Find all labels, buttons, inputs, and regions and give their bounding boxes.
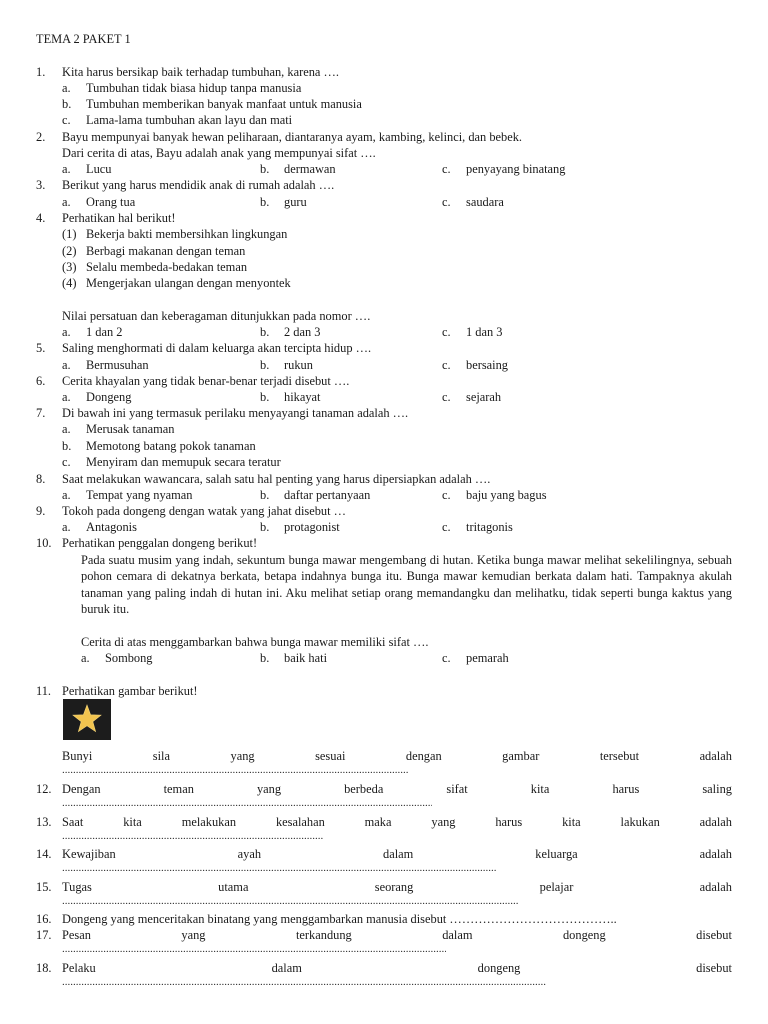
option-item: [442, 324, 502, 340]
option-letter: b.: [62, 439, 72, 453]
question-number: 1.: [36, 65, 46, 79]
story-paragraph: Pada suatu musim yang indah, sekuntum bunga mawar mengembang di hutan. Ketika bunga mawar melihat sekelilingnya, sebuah pohon cemara di dekatnya berkata, betapa indahnya bunga itu. Bunga mawar kemudian berkata dalam hati. Tampaknya akulah tanaman yang paling indah di hutan ini. Aku melihat setiap orang memandangku dan melihatku, tidak seperti bunga kaktus yang buruk itu.: [81, 553, 732, 616]
fill-in-words: [62, 846, 732, 862]
option-item: [62, 324, 122, 340]
word: Pesan: [62, 928, 91, 942]
option-text: bersaing: [466, 358, 508, 372]
option-text: Merusak tanaman: [86, 422, 175, 436]
word: harus: [495, 815, 523, 829]
option-letter: a.: [62, 195, 71, 209]
list-marker: (3): [62, 260, 77, 274]
option-item: [260, 194, 307, 210]
answer-blank[interactable]: [62, 830, 324, 842]
option-letter: a.: [62, 358, 71, 372]
star-icon: [63, 699, 111, 740]
word: maka: [364, 815, 392, 829]
option-letter: a.: [62, 422, 71, 436]
option-text: Bermusuhan: [86, 358, 149, 372]
option-text: Dongeng: [86, 390, 132, 404]
option-item: [442, 357, 508, 373]
option-text: Orang tua: [86, 195, 136, 209]
option-item: [62, 389, 131, 405]
word: dongeng: [477, 961, 521, 975]
option-letter: b.: [260, 520, 270, 534]
option-item: [62, 454, 281, 470]
option-text: Antagonis: [86, 520, 137, 534]
option-letter: b.: [260, 488, 270, 502]
word: utama: [218, 880, 249, 894]
option-letter: c.: [442, 520, 451, 534]
word: lakukan: [620, 815, 660, 829]
list-marker: (2): [62, 244, 77, 258]
word: Pelaku: [62, 961, 96, 975]
list-item: [62, 275, 291, 291]
word: seorang: [374, 880, 414, 894]
word: Tugas: [62, 880, 92, 894]
option-letter: c.: [62, 455, 71, 469]
word: dalam: [442, 928, 473, 942]
option-letter: b.: [260, 195, 270, 209]
question-text: Kita harus bersikap baik terhadap tumbuhan, karena ….: [62, 65, 339, 79]
list-text: Bekerja bakti membersihkan lingkungan: [86, 227, 288, 241]
option-item: [62, 161, 111, 177]
word: dengan: [405, 749, 442, 763]
fill-in-question: [62, 960, 732, 988]
option-item: [62, 438, 256, 454]
option-text: hikayat: [284, 390, 321, 404]
option-letter: c.: [442, 195, 451, 209]
option-letter: a.: [81, 651, 90, 665]
fill-in-question: [62, 927, 732, 955]
option-item: [442, 194, 504, 210]
word: berbeda: [344, 782, 384, 796]
question-text: Bayu mempunyai banyak hewan peliharaan, diantaranya ayam, kambing, kelinci, dan bebek.: [62, 130, 523, 144]
option-text: pemarah: [466, 651, 509, 665]
option-text: protagonist: [284, 520, 340, 534]
question-number: 13.: [36, 815, 52, 829]
word: dalam: [383, 847, 414, 861]
option-text: Menyiram dan memupuk secara teratur: [86, 455, 281, 469]
option-letter: c.: [442, 325, 451, 339]
option-text: Lama-lama tumbuhan akan layu dan mati: [86, 113, 293, 127]
word: Saat: [62, 815, 84, 829]
option-letter: a.: [62, 81, 71, 95]
word: tersebut: [599, 749, 640, 763]
option-item: [442, 487, 547, 503]
option-text: 1 dan 3: [466, 325, 503, 339]
word: kesalahan: [275, 815, 325, 829]
question-number: 4.: [36, 211, 46, 225]
word: dongeng: [562, 928, 606, 942]
option-text: guru: [284, 195, 307, 209]
fill-in-words: [62, 748, 732, 764]
option-text: rukun: [284, 358, 313, 372]
fill-in-question: [62, 846, 732, 874]
option-text: tritagonis: [466, 520, 513, 534]
word: kita: [562, 815, 581, 829]
question-number: 14.: [36, 847, 52, 861]
word: disebut: [696, 961, 732, 975]
option-item: [442, 161, 565, 177]
option-item: [62, 112, 292, 128]
option-item: [62, 96, 362, 112]
answer-blank[interactable]: [62, 976, 546, 988]
option-text: baik hati: [284, 651, 328, 665]
option-item: [260, 389, 320, 405]
fill-in-words: [62, 960, 732, 976]
question-text: Saling menghormati di dalam keluarga akan tercipta hidup ….: [62, 341, 372, 355]
word: gambar: [502, 749, 540, 763]
word: disebut: [696, 928, 732, 942]
word: sila: [152, 749, 171, 763]
word: pelajar: [539, 880, 574, 894]
word: ayah: [237, 847, 262, 861]
word: yang: [256, 782, 282, 796]
fill-in-words: [62, 879, 732, 895]
word: Dengan: [62, 782, 101, 796]
option-item: [62, 519, 137, 535]
list-marker: (4): [62, 276, 77, 290]
word: teman: [163, 782, 194, 796]
fill-in-words: [62, 781, 732, 797]
option-letter: c.: [442, 358, 451, 372]
question-text: Di bawah ini yang termasuk perilaku menyayangi tanaman adalah ….: [62, 406, 409, 420]
answer-blank[interactable]: [62, 862, 496, 874]
list-item: [62, 243, 245, 259]
option-text: Lucu: [86, 162, 112, 176]
question-number: 16.: [36, 912, 52, 926]
question-text: Perhatikan hal berikut!: [62, 211, 176, 225]
word: terkandung: [295, 928, 352, 942]
question-number: 7.: [36, 406, 46, 420]
option-letter: c.: [442, 651, 451, 665]
list-text: Selalu membeda-bedakan teman: [86, 260, 248, 274]
word: kita: [530, 782, 550, 796]
question-text: Tokoh pada dongeng dengan watak yang jahat disebut …: [62, 504, 347, 518]
question-number: 6.: [36, 374, 46, 388]
list-marker: (1): [62, 227, 77, 241]
option-text: dermawan: [284, 162, 336, 176]
question-text: Perhatikan gambar berikut!: [62, 684, 198, 698]
option-letter: c.: [442, 488, 451, 502]
option-text: daftar pertanyaan: [284, 488, 371, 502]
word: saling: [702, 782, 732, 796]
option-item: [62, 194, 135, 210]
word: Bunyi: [62, 749, 93, 763]
question-number: 15.: [36, 880, 52, 894]
question-number: 17.: [36, 928, 52, 942]
question-number: 8.: [36, 472, 46, 486]
question-prompt: Dari cerita di atas, Bayu adalah anak yang mempunyai sifat ….: [62, 146, 376, 160]
question-number: 9.: [36, 504, 46, 518]
option-item: [62, 357, 149, 373]
word: yang: [431, 815, 456, 829]
option-letter: b.: [260, 390, 270, 404]
option-item: [260, 324, 320, 340]
question-text: Saat melakukan wawancara, salah satu hal penting yang harus dipersiapkan adalah ….: [62, 472, 491, 486]
list-item: [62, 226, 287, 242]
word: adalah: [699, 880, 732, 894]
option-text: saudara: [466, 195, 504, 209]
option-letter: c.: [62, 113, 71, 127]
option-item: [260, 161, 336, 177]
option-letter: c.: [442, 390, 451, 404]
option-text: Memotong batang pokok tanaman: [86, 439, 256, 453]
question-number: 5.: [36, 341, 46, 355]
word: kita: [123, 815, 142, 829]
option-text: Tumbuhan tidak biasa hidup tanpa manusia: [86, 81, 302, 95]
question-number: 11.: [36, 684, 52, 698]
option-letter: a.: [62, 520, 71, 534]
option-item: [81, 650, 153, 666]
option-text: sejarah: [466, 390, 502, 404]
word: harus: [612, 782, 640, 796]
word: keluarga: [535, 847, 578, 861]
word: yang: [230, 749, 255, 763]
question-number: 10.: [36, 536, 52, 550]
question-text: Cerita khayalan yang tidak benar-benar terjadi disebut ….: [62, 374, 350, 388]
word: dalam: [271, 961, 302, 975]
word: melakukan: [181, 815, 237, 829]
fill-in-question: [62, 748, 732, 776]
option-letter: b.: [260, 162, 270, 176]
fill-in-question: [62, 814, 732, 842]
option-letter: a.: [62, 488, 71, 502]
fill-in-words: [62, 814, 732, 830]
question-text: Dongeng yang menceritakan binatang yang menggambarkan manusia disebut …………………………………..: [62, 912, 617, 926]
option-text: Sombong: [105, 651, 153, 665]
option-letter: b.: [260, 325, 270, 339]
list-item: [62, 259, 247, 275]
word: yang: [181, 928, 206, 942]
option-item: [260, 357, 313, 373]
word: sifat: [446, 782, 468, 796]
option-letter: a.: [62, 162, 71, 176]
fill-in-words: [62, 927, 732, 943]
fill-in-question: [62, 781, 732, 809]
answer-blank[interactable]: [62, 797, 432, 809]
star-image: [63, 699, 111, 740]
option-item: [260, 487, 370, 503]
question-number: 18.: [36, 961, 52, 975]
page-title: TEMA 2 PAKET 1: [36, 32, 131, 46]
option-item: [260, 650, 327, 666]
answer-blank[interactable]: [62, 895, 518, 907]
list-text: Berbagi makanan dengan teman: [86, 244, 246, 258]
option-item: [442, 650, 509, 666]
option-letter: b.: [260, 651, 270, 665]
option-item: [442, 519, 513, 535]
question-number: 12.: [36, 782, 52, 796]
option-text: Tempat yang nyaman: [86, 488, 193, 502]
question-prompt: Nilai persatuan dan keberagaman ditunjukkan pada nomor ….: [62, 309, 371, 323]
list-text: Mengerjakan ulangan dengan menyontek: [86, 276, 291, 290]
option-letter: a.: [62, 390, 71, 404]
word: Kewajiban: [62, 847, 116, 861]
option-letter: b.: [260, 358, 270, 372]
question-text: Berikut yang harus mendidik anak di rumah adalah ….: [62, 178, 335, 192]
option-item: [260, 519, 340, 535]
option-item: [62, 80, 301, 96]
question-number: 3.: [36, 178, 46, 192]
question-number: 2.: [36, 130, 46, 144]
answer-blank[interactable]: [62, 943, 446, 955]
option-text: Tumbuhan memberikan banyak manfaat untuk manusia: [86, 97, 362, 111]
option-text: baju yang bagus: [466, 488, 547, 502]
word: adalah: [699, 749, 732, 763]
option-item: [442, 389, 501, 405]
option-letter: c.: [442, 162, 451, 176]
option-letter: a.: [62, 325, 71, 339]
option-text: penyayang binatang: [466, 162, 566, 176]
option-text: 1 dan 2: [86, 325, 123, 339]
question-prompt: Cerita di atas menggambarkan bahwa bunga mawar memiliki sifat ….: [81, 635, 429, 649]
word: adalah: [699, 847, 732, 861]
option-item: [62, 487, 192, 503]
option-letter: b.: [62, 97, 72, 111]
option-item: [62, 421, 174, 437]
question-text: Perhatikan penggalan dongeng berikut!: [62, 536, 258, 550]
answer-blank[interactable]: [62, 764, 408, 776]
word: sesuai: [315, 749, 346, 763]
fill-in-question: [62, 879, 732, 907]
option-text: 2 dan 3: [284, 325, 321, 339]
word: adalah: [699, 815, 732, 829]
